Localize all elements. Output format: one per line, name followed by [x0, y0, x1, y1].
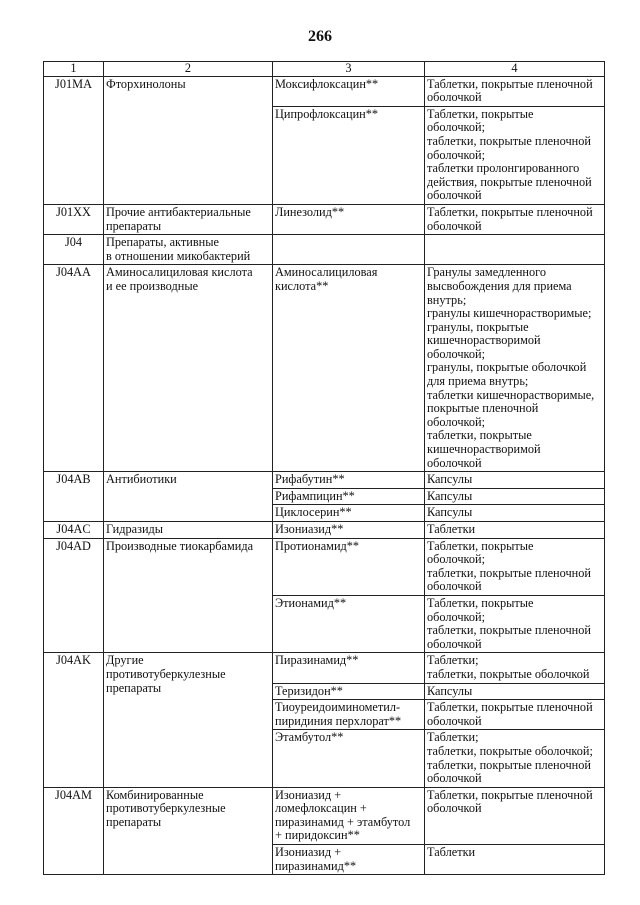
table-row — [44, 472, 605, 489]
drug-name-cell: Рифабутин** — [273, 472, 425, 489]
dosage-form-cell: Таблетки; таблетки, покрытые оболочкой; таблетки, покрытые пленочной оболочкой — [425, 730, 605, 787]
dosage-form-cell: Таблетки — [425, 845, 605, 875]
atc-code-cell: J04 — [44, 235, 104, 265]
drug-name-cell: Аминосалициловая кислота** — [273, 265, 425, 472]
dosage-form-cell: Капсулы — [425, 505, 605, 522]
group-name-cell: Другие противотуберкулезные препараты — [104, 653, 273, 787]
atc-code-cell: J01XX — [44, 204, 104, 234]
drug-name-cell — [273, 235, 425, 265]
atc-code-cell: J04AB — [44, 472, 104, 522]
atc-code-cell: J04AA — [44, 265, 104, 472]
table-row — [44, 76, 605, 106]
drug-name-cell: Изониазид + пиразинамид** — [273, 845, 425, 875]
drug-name-cell: Этамбутол** — [273, 730, 425, 787]
drug-name-cell: Линезолид** — [273, 204, 425, 234]
dosage-form-cell: Таблетки; таблетки, покрытые оболочкой — [425, 653, 605, 683]
drug-name-cell: Изониазид + ломефлоксацин + пиразинамид + этамбутол + пиридоксин** — [273, 787, 425, 844]
group-name-cell: Производные тиокарбамида — [104, 538, 273, 653]
drug-name-cell: Моксифлоксацин** — [273, 76, 425, 106]
drug-name-cell: Рифампицин** — [273, 488, 425, 505]
dosage-form-cell: Таблетки, покрытые пленочной оболочкой — [425, 76, 605, 106]
table-row — [44, 653, 605, 683]
table-row — [44, 204, 605, 234]
table-row — [44, 235, 605, 265]
header-cell-1: 1 — [44, 62, 104, 77]
table-row — [44, 522, 605, 539]
dosage-form-cell — [425, 235, 605, 265]
table-row — [44, 265, 605, 472]
group-name-cell: Гидразиды — [104, 522, 273, 539]
group-name-cell: Прочие антибактериальные препараты — [104, 204, 273, 234]
atc-code-cell: J04AK — [44, 653, 104, 787]
atc-code-cell: J04AM — [44, 787, 104, 875]
table-row — [44, 538, 605, 595]
drug-name-cell: Пиразинамид** — [273, 653, 425, 683]
group-name-cell: Аминосалициловая кислота и ее производные — [104, 265, 273, 472]
dosage-form-cell: Капсулы — [425, 683, 605, 700]
drug-table — [43, 61, 605, 875]
page-number: 266 — [308, 28, 332, 45]
group-name-cell: Фторхинолоны — [104, 76, 273, 204]
dosage-form-cell: Таблетки, покрытые оболочкой; таблетки, покрытые пленочной оболочкой; таблетки пролонгированного действия, покрытые пленочной оболочкой — [425, 106, 605, 204]
dosage-form-cell: Гранулы замедленного высвобождения для приема внутрь; гранулы кишечнорастворимые; гранулы, покрытые кишечнорастворимой оболочкой; гранулы, покрытые оболочкой для приема внутрь; таблетки кишечнорастворимые, покрытые пленочной оболочкой; таблетки, покрытые кишечнорастворимой оболочкой — [425, 265, 605, 472]
dosage-form-cell: Таблетки, покрытые пленочной оболочкой — [425, 204, 605, 234]
drug-name-cell: Тиоуреидоиминометил- пиридиния перхлорат** — [273, 700, 425, 730]
drug-name-cell: Циклосерин** — [273, 505, 425, 522]
dosage-form-cell: Таблетки, покрытые оболочкой; таблетки, покрытые пленочной оболочкой — [425, 595, 605, 652]
drug-name-cell: Протионамид** — [273, 538, 425, 595]
table-body — [44, 62, 605, 875]
drug-name-cell: Этионамид** — [273, 595, 425, 652]
dosage-form-cell: Таблетки — [425, 522, 605, 539]
group-name-cell: Антибиотики — [104, 472, 273, 522]
atc-code-cell: J04AD — [44, 538, 104, 653]
header-row — [44, 62, 605, 77]
header-cell-4: 4 — [425, 62, 605, 77]
header-cell-2: 2 — [104, 62, 273, 77]
drug-name-cell: Теризидон** — [273, 683, 425, 700]
header-cell-3: 3 — [273, 62, 425, 77]
atc-code-cell: J04AC — [44, 522, 104, 539]
dosage-form-cell: Таблетки, покрытые пленочной оболочкой — [425, 700, 605, 730]
dosage-form-cell: Таблетки, покрытые оболочкой; таблетки, покрытые пленочной оболочкой — [425, 538, 605, 595]
dosage-form-cell: Капсулы — [425, 472, 605, 489]
group-name-cell: Препараты, активные в отношении микобактерий — [104, 235, 273, 265]
drug-name-cell: Изониазид** — [273, 522, 425, 539]
drug-name-cell: Ципрофлоксацин** — [273, 106, 425, 204]
atc-code-cell: J01MA — [44, 76, 104, 204]
group-name-cell: Комбинированные противотуберкулезные препараты — [104, 787, 273, 875]
table-row — [44, 787, 605, 844]
dosage-form-cell: Таблетки, покрытые пленочной оболочкой — [425, 787, 605, 844]
dosage-form-cell: Капсулы — [425, 488, 605, 505]
